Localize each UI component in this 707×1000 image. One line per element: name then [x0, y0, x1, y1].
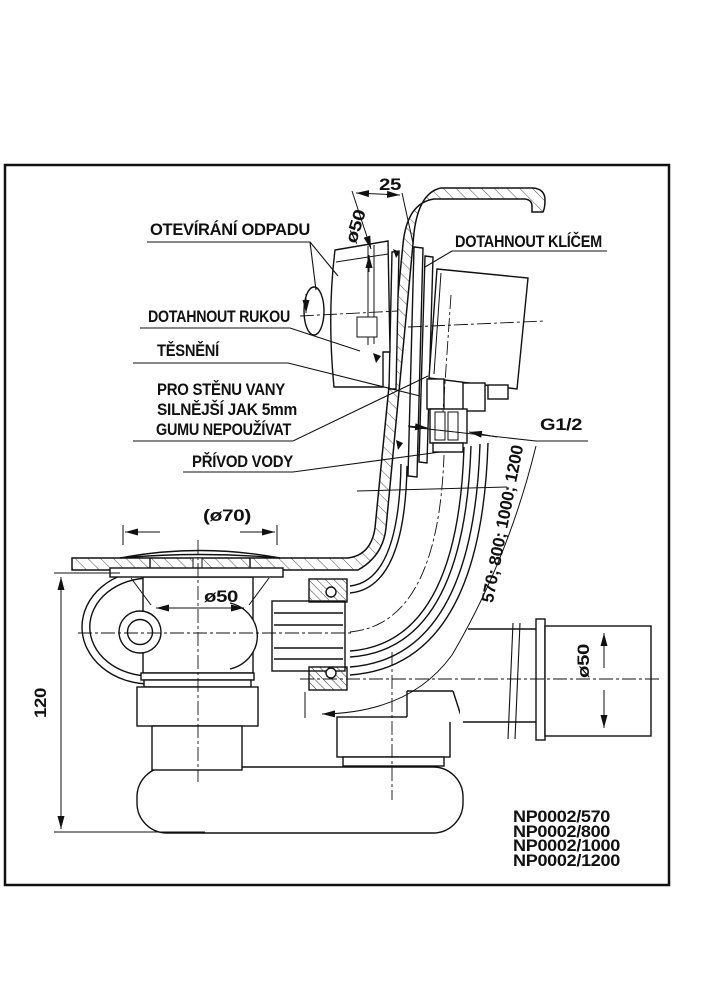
knob-screw	[357, 317, 377, 337]
part-number-2: NP0002/800	[513, 822, 610, 841]
label-pro-stenu-2: SILNĚJŠÍ JAK 5mm	[157, 400, 298, 419]
overflow-dia-text: ø50	[341, 212, 369, 246]
label-tesneni: TĚSNĚNÍ	[157, 341, 221, 360]
outlet-flange	[536, 619, 545, 740]
part-number-1: NP0002/570	[513, 807, 610, 826]
label-dotahnout-rukou: DOTAHNOUT RUKOU	[148, 307, 291, 326]
body-stub-1	[427, 379, 444, 409]
outlet-pipe-fill	[460, 629, 538, 722]
overflow-head-assembly	[304, 241, 528, 477]
trap-cylinder-lower	[152, 726, 242, 770]
part-number-3: NP0002/1000	[513, 836, 620, 855]
part-number-4: NP0002/1200	[513, 851, 620, 870]
o-ring-top	[326, 587, 336, 597]
drain-cap-dome	[120, 551, 280, 559]
right-leg-ring	[343, 757, 444, 766]
overflow-knob	[331, 241, 390, 387]
overflow-body	[429, 269, 528, 389]
part-number-list	[513, 807, 620, 870]
knob-offset-dimension	[342, 175, 413, 249]
body-stub-2	[463, 383, 485, 411]
trap-cylinder-upper	[137, 687, 258, 726]
trap-bowl	[137, 767, 463, 833]
side-inlet-inner	[128, 620, 153, 645]
o-ring-bottom	[326, 668, 336, 678]
label-pro-stenu-1: PRO STĚNU VANY	[157, 380, 286, 399]
label-privod-vody: PŘÍVOD VODY	[192, 452, 294, 471]
outlet-cylinder	[545, 626, 651, 736]
cap-stem	[193, 558, 202, 568]
stub-end-cap	[433, 443, 463, 452]
height-120-text: 120	[31, 690, 50, 718]
drain-trap-assembly	[82, 551, 463, 834]
gasket-ring-2	[144, 680, 251, 687]
drain-flange-plate	[110, 568, 283, 577]
label-dotahnout-klicem: DOTAHNOUT KLÍČEM	[455, 232, 603, 251]
gasket-ring-1	[141, 673, 254, 680]
label-g12: G1/2	[540, 415, 582, 434]
rotation-indicator-ellipse	[304, 287, 324, 335]
label-otevirani-odpadu: OTEVÍRÁNÍ ODPADU	[150, 220, 311, 239]
dim-25-text: 25	[379, 175, 401, 194]
tee-thread-body	[272, 601, 345, 671]
label-pro-stenu-3: GUMU NEPOUŽÍVAT	[156, 420, 292, 439]
cap-dia-text: (ø70)	[203, 506, 251, 525]
outlet-dia-text: ø50	[574, 649, 593, 678]
seal-bottom	[396, 440, 403, 450]
drain-dia-text: ø50	[204, 587, 238, 606]
right-leg-cylinder	[337, 717, 450, 757]
body-stub-3	[488, 385, 508, 399]
pipe-lengths-text: 570; 800; 1000; 1200	[478, 446, 527, 605]
cap-dia-dimension	[123, 506, 277, 545]
